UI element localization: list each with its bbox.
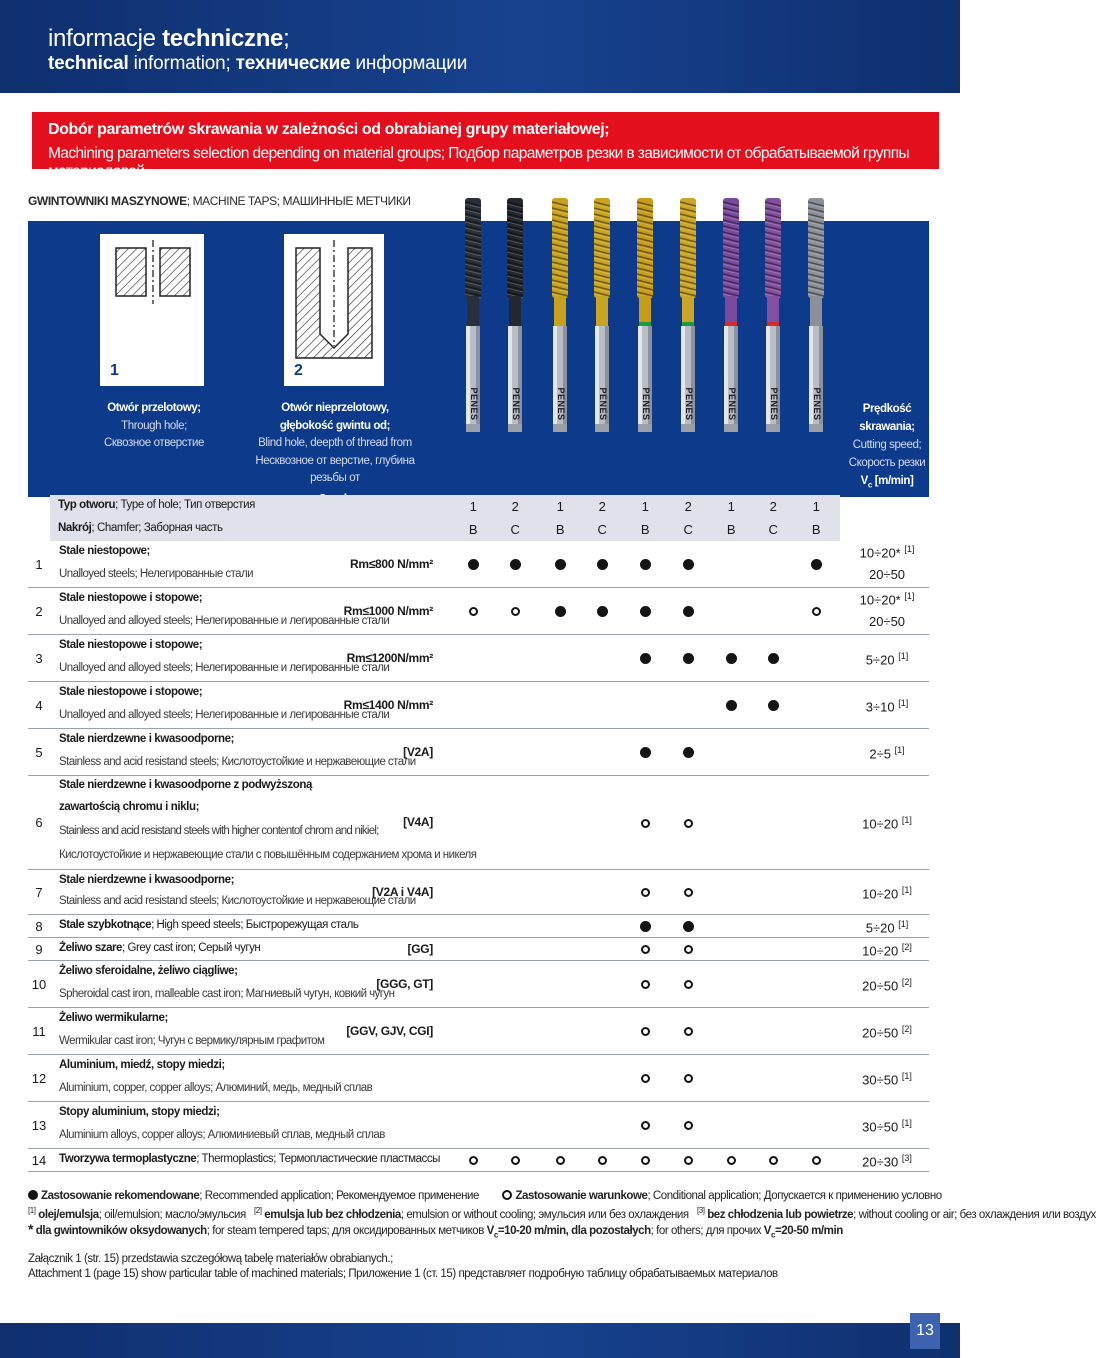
cutting-speed: 10÷20 [1]	[862, 815, 912, 832]
recommended-dot-icon	[683, 559, 694, 570]
row-number: 8	[35, 918, 43, 934]
material-row-10	[28, 961, 929, 1008]
hole-type-label: Typ otworu; Type of hole; Тип отверстия	[58, 499, 255, 511]
section-title-bar	[32, 112, 939, 180]
conditional-dot-icon	[684, 1121, 693, 1130]
chamfer-value-6: C	[683, 522, 693, 537]
cutting-speed: 5÷20 [1]	[865, 918, 909, 935]
chamfer-value-7: B	[726, 522, 736, 537]
recommended-dot-icon	[555, 559, 566, 570]
tap-7-brand: PENES	[727, 387, 737, 421]
row-number: 1	[35, 556, 43, 572]
conditional-dot-icon	[641, 819, 650, 828]
cutting-speed-alt: 20÷50	[868, 614, 906, 629]
page-number: 13	[910, 1313, 940, 1349]
material-row-5	[28, 729, 929, 776]
row-number: 14	[31, 1152, 47, 1168]
conditional-dot-icon	[469, 1156, 478, 1165]
recommended-dot-icon	[683, 747, 694, 758]
chamfer-value-9: B	[811, 522, 821, 537]
cutting-speed: 30÷50 [1]	[862, 1070, 912, 1087]
chamfer-value-2: C	[510, 522, 520, 537]
row-number: 9	[35, 941, 43, 957]
through-hole-diagram	[100, 234, 204, 386]
row-number: 7	[35, 884, 43, 900]
recommended-dot-icon	[640, 606, 651, 617]
row-number: 13	[31, 1117, 47, 1133]
conditional-dot-icon	[684, 1074, 693, 1083]
chamfer-row	[50, 518, 840, 541]
chamfer-value-4: C	[597, 522, 607, 537]
conditional-dot-icon	[511, 1156, 520, 1165]
material-grade: Rm≤1400 N/mm²	[343, 697, 433, 712]
material-name: Stale nierdzewne i kwasoodporne;	[59, 874, 235, 886]
hole-type-value-5: 1	[641, 499, 649, 514]
conditional-dot-icon	[556, 1156, 565, 1165]
cutting-speed: 20÷30 [3]	[862, 1152, 912, 1169]
recommended-dot-icon	[726, 653, 737, 664]
chamfer-label: Nakrój; Chamfer; Заборная часть	[58, 522, 223, 534]
material-name: Stale niestopowe;	[59, 545, 150, 557]
recommended-dot-icon	[640, 747, 651, 758]
cutting-speed: 2÷5 [1]	[869, 744, 905, 761]
recommended-dot-icon	[811, 559, 822, 570]
hole-type-value-3: 1	[556, 499, 564, 514]
cutting-speed: 20÷50 [2]	[862, 976, 912, 993]
row-number: 2	[35, 603, 43, 619]
conditional-dot-icon	[812, 607, 821, 616]
hole-type-row	[50, 495, 840, 518]
material-desc: Stainless and acid resistand steels with higher contentof chrom and nikiel;	[59, 825, 379, 837]
material-name: Tworzywa termoplastyczne; Thermoplastics; Термопластические пластмассы	[59, 1152, 440, 1165]
legend-symbols: Zastosowanie rekomendowane; Recommended application; Рекомендуемое применение Zastosowanie warunkowe; Conditional application; Допускается к применению условно	[28, 1190, 942, 1202]
section-title-en-ru: Machining parameters selection depending on material groups; Подбор параметров резки в зависимости от обрабатываемой группы материаловой	[48, 145, 910, 180]
cutting-speed: 20÷50 [2]	[862, 1023, 912, 1040]
header-title-en-ru: technical information; технические информации	[48, 53, 468, 74]
material-row-9	[28, 938, 929, 961]
conditional-dot-icon	[684, 888, 693, 897]
hole-type-value-2: 2	[511, 499, 519, 514]
recommended-dot-icon	[683, 606, 694, 617]
material-row-12	[28, 1055, 929, 1102]
conditional-dot-icon	[684, 945, 693, 954]
attachment-note-pl: Załącznik 1 (str. 15) przedstawia szczegółową tabelę materiałów obrabianych.;	[28, 1253, 393, 1265]
material-desc: Aluminium, copper, copper alloys; Алюминий, медь, медный сплав	[59, 1082, 373, 1094]
material-grade: [V4A]	[403, 815, 433, 829]
material-name: Stale nierdzewne i kwasoodporne;	[59, 733, 235, 745]
recommended-dot-icon	[510, 559, 521, 570]
row-number: 4	[35, 697, 43, 713]
recommended-dot-icon	[640, 559, 651, 570]
recommended-dot-icon	[640, 921, 651, 932]
material-desc: Aluminium alloys, copper alloys; Алюминиевый сплав, медный сплав	[59, 1129, 385, 1141]
row-number: 11	[32, 1023, 46, 1039]
conditional-dot-icon	[598, 1156, 607, 1165]
hole-type-value-7: 1	[727, 499, 735, 514]
recommended-dot-icon	[683, 921, 694, 932]
row-number: 10	[31, 976, 47, 992]
tap-6-brand: PENES	[684, 387, 694, 421]
hole-type-value-1: 1	[469, 499, 477, 514]
material-grade: [GGV, GJV, CGI]	[346, 1023, 433, 1038]
conditional-dot-icon	[641, 980, 650, 989]
material-name: Żeliwo szare; Grey cast iron; Серый чугун	[59, 941, 261, 954]
cutting-speed-header: Prędkość skrawania; Cutting speed; Скорость резки $V_c$ [m/min]	[848, 403, 926, 490]
material-name: Stale niestopowe i stopowe;	[59, 639, 203, 651]
recommended-dot-icon	[768, 700, 779, 711]
material-grade: Rm≤1200N/mm²	[346, 650, 433, 665]
material-desc: Unalloyed and alloyed steels; Нелегированные и легированные стали	[59, 662, 390, 674]
cutting-speed: 30÷50 [1]	[862, 1117, 912, 1134]
hole-type-1-number: 1	[110, 362, 119, 379]
material-name: Stale nierdzewne i kwasoodporne z podwyższoną	[59, 779, 312, 791]
legend-coolant: [1] olej/emulsja; oil/emulsion; масло/эмульсия [2] emulsja lub bez chłodzenia; emulsion or without cooling; эмульсия или без охлаждения [3] bez chłodzenia lub powietrze; without cooling or air; без охлаждения или воздух	[28, 1206, 1096, 1221]
product-category: GWINTOWNIKI MASZYNOWE; MACHINE TAPS; МАШИННЫЕ МЕТЧИКИ	[28, 194, 411, 208]
material-name: Żeliwo wermikularne;	[59, 1012, 168, 1024]
hole-type-value-8: 2	[769, 499, 777, 514]
conditional-dot-icon	[641, 888, 650, 897]
tap-2-brand: PENES	[511, 387, 521, 421]
recommended-dot-icon	[597, 606, 608, 617]
recommended-dot-icon	[726, 700, 737, 711]
conditional-dot-icon	[641, 1121, 650, 1130]
hole-type-value-6: 2	[684, 499, 692, 514]
material-grade: [GG]	[407, 941, 433, 956]
recommended-dot-icon	[683, 653, 694, 664]
through-hole-drawing	[100, 234, 204, 364]
material-grade: Rm≤800 N/mm²	[349, 556, 433, 571]
cutting-speed: 10÷20 [2]	[862, 941, 912, 958]
full-dot-icon	[28, 1190, 38, 1200]
conditional-dot-icon	[511, 607, 520, 616]
recommended-dot-icon	[555, 606, 566, 617]
chamfer-value-3: B	[555, 522, 565, 537]
material-name: Stale niestopowe i stopowe;	[59, 592, 203, 604]
conditional-dot-icon	[641, 1074, 650, 1083]
legend-oxidized-note: * dla gwintowników oksydowanych; for steam tempered taps; для оксидированных метчиков $V_c=10-20$ m/min, dla pozostałych; for others; для прочих $V_c=20-50$ m/min	[28, 1221, 843, 1240]
cutting-speed: 10÷20* [1]	[859, 544, 915, 561]
through-hole-label: Otwór przelotowy; Through hole; Сквозное отверстие	[103, 402, 204, 449]
material-desc: Stainless and acid resistand steels; Кислотоустойкие и нержавеющие стали	[59, 756, 416, 768]
material-desc-ru: Кислотоустойкие и нержавеющие стали с повышённым содержанием хрома и никеля	[59, 849, 477, 861]
attachment-note-en-ru: Attachment 1 (page 15) show particular table of machined materials; Приложение 1 (ст. 15) представляет подробную таблицу обрабатываемых материалов	[28, 1268, 778, 1280]
conditional-dot-icon	[469, 607, 478, 616]
material-row-13	[28, 1102, 929, 1149]
cutting-speed-alt: 20÷50	[868, 567, 906, 582]
material-name: Stale niestopowe i stopowe;	[59, 686, 203, 698]
material-row-4	[28, 682, 929, 729]
conditional-dot-icon	[684, 980, 693, 989]
hole-type-value-4: 2	[598, 499, 606, 514]
chamfer-value-8: C	[768, 522, 778, 537]
material-desc: Unalloyed and alloyed steels; Нелегированные и легированные стали	[59, 709, 390, 721]
tap-4-brand: PENES	[598, 387, 608, 421]
material-name: Stopy aluminium, stopy miedzi;	[59, 1106, 220, 1118]
row-number: 3	[35, 650, 43, 666]
conditional-dot-icon	[684, 819, 693, 828]
chamfer-value-1: B	[468, 522, 478, 537]
material-row-7	[28, 870, 929, 915]
material-desc: Spheroidal cast iron, malleable cast iron; Магниевый чугун, ковкий чугун	[59, 988, 395, 1000]
hole-type-value-9: 1	[812, 499, 820, 514]
conditional-dot-icon	[641, 1156, 650, 1165]
chamfer-value-5: B	[640, 522, 650, 537]
tap-5-brand: PENES	[641, 387, 651, 421]
section-title-pl: Dobór parametrów skrawania w zależności od obrabianej grupy materiałowej;	[48, 121, 610, 138]
blind-hole-drawing	[284, 234, 384, 364]
conditional-dot-icon	[641, 1027, 650, 1036]
row-number: 5	[35, 744, 43, 760]
material-row-1	[28, 541, 929, 588]
material-desc: Unalloyed and alloyed steels; Нелегированные и легированные стали	[59, 615, 390, 627]
material-grade: [V2A i V4A]	[372, 884, 433, 899]
cutting-speed: 3÷10 [1]	[865, 697, 909, 714]
tap-9-brand: PENES	[812, 387, 822, 421]
material-row-14	[28, 1149, 929, 1172]
conditional-dot-icon	[769, 1156, 778, 1165]
page-header	[0, 0, 960, 93]
material-row-11	[28, 1008, 929, 1055]
recommended-dot-icon	[468, 559, 479, 570]
row-number: 12	[31, 1070, 47, 1086]
conditional-dot-icon	[727, 1156, 736, 1165]
recommended-dot-icon	[640, 653, 651, 664]
tap-3-brand: PENES	[556, 387, 566, 421]
recommended-dot-icon	[768, 653, 779, 664]
cutting-speed: 10÷20 [1]	[862, 884, 912, 901]
conditional-dot-icon	[812, 1156, 821, 1165]
material-row-2	[28, 588, 929, 635]
material-grade: [V2A]	[403, 744, 433, 759]
material-desc: Unalloyed steels; Нелегированные стали	[59, 568, 254, 580]
material-desc: Stainless and acid resistand steels; Кислотоустойкие и нержавеющие стали	[59, 895, 416, 907]
material-row-8	[28, 915, 929, 938]
page-footer	[0, 1323, 960, 1358]
blind-hole-label: Otwór nieprzelotowy, głębokość gwintu od; Blind hole, deepth of thread from Несквозное от верстие, глубина резьбы от	[255, 402, 415, 484]
recommended-dot-icon	[597, 559, 608, 570]
material-row-3	[28, 635, 929, 682]
material-row-6	[28, 776, 929, 870]
cutting-speed: 10÷20* [1]	[859, 591, 915, 608]
tap-1-brand: PENES	[469, 387, 479, 421]
blind-hole-diagram	[284, 234, 384, 386]
conditional-dot-icon	[641, 945, 650, 954]
material-name: Aluminium, miedź, stopy miedzi;	[59, 1059, 225, 1071]
material-name: Żeliwo sferoidalne, żeliwo ciągliwe;	[59, 965, 238, 977]
material-grade: Rm≤1000 N/mm²	[343, 603, 433, 618]
material-name-cont: zawartością chromu i niklu;	[59, 801, 200, 813]
material-grade: [GGG, GT]	[376, 976, 433, 991]
open-dot-icon	[502, 1190, 512, 1200]
conditional-dot-icon	[684, 1027, 693, 1036]
tap-8-brand: PENES	[769, 387, 779, 421]
header-title-pl: informacje techniczne;	[48, 25, 290, 52]
material-name: Stale szybkotnące; High speed steels; Быстрорежущая сталь	[59, 918, 359, 931]
cutting-speed: 5÷20 [1]	[865, 650, 909, 667]
material-desc: Wermikular cast iron; Чугун с вермикулярным графитом	[59, 1035, 325, 1047]
hole-type-2-number: 2	[294, 362, 303, 379]
conditional-dot-icon	[684, 1156, 693, 1165]
row-number: 6	[35, 815, 43, 830]
